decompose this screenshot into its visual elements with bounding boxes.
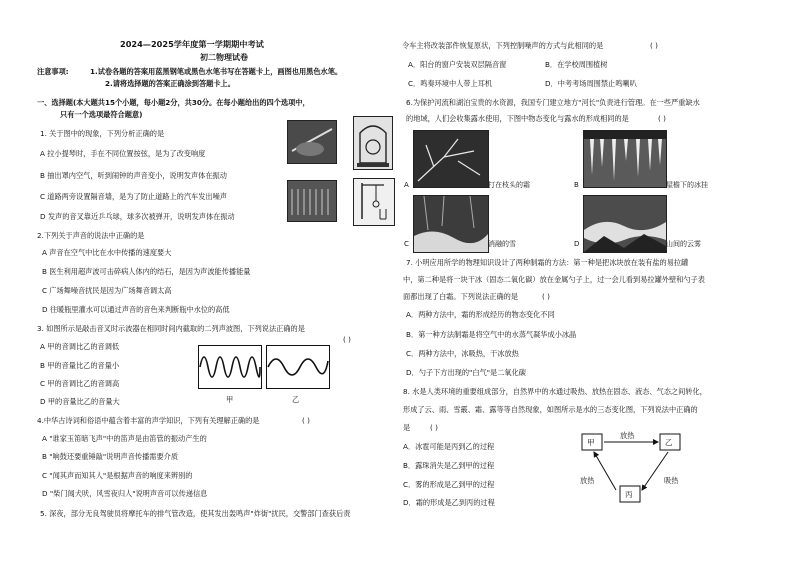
waveform-label-yi: 乙 [292,395,300,404]
notice-line-1: 1.试卷各题的答案用蓝黑钢笔或黑色水笔书写在答题卡上，画图也用黑色水笔。 [90,67,343,76]
waveform-label-jia: 甲 [226,395,234,404]
q6-caption-a: 打在枝头的霜 [488,181,530,189]
q6-stem-1: 6.为保护河流和湖泊宝贵的水资源，我国专门建立地方"河长"负责进行管理。在一些严重缺水 [406,98,700,107]
q2-option-d: D 往暖瓶里灌水可以通过声音的音色来判断瓶中水位的高低 [42,305,230,314]
q2-option-a: A 声音在空气中比在水中传播的速度要大 [42,248,172,257]
q7-answer-bracket: ( ) [542,292,550,301]
q7-option-a: A．两种方法中，霜的形成经历的物态变化不同 [406,310,555,319]
q5-answer-bracket: ( ) [650,41,658,50]
q7-stem-1: 7. 小明应用所学的物理知识设计了两种制霜的方法：第一种是把冰块放在装有盐的易拉罐 [406,258,689,267]
frost-branch-image [413,130,489,188]
q1-option-b: B 抽出罩内空气，听到闹钟的声音变小，说明发声体在振动 [40,171,227,180]
q4-option-b: B "响鼓还要重锤敲"说明声音传播需要介质 [42,452,179,461]
waveform-jia [198,345,262,389]
q8-answer-bracket: ( ) [430,423,438,432]
q8-stem-2: 形成了云、雨、雪霰、霜、露等等自然现象，如图所示是水的三态变化图，下列说法中正确的 [403,405,698,414]
q3-option-b: B 甲的音量比乙的音量小 [40,361,120,370]
q6-label-d: D [574,240,580,248]
q7-stem-3: 面都出现了白霜。下列说法正确的是 [403,292,519,301]
icicle-image [583,130,667,188]
q5-option-d: D．中考考场周围禁止鸣喇叭 [545,79,637,88]
section1-heading: 一、选择题(本大题共15个小题，每小题2分，共30分。在每小题给出的四个选项中， [37,98,310,107]
q6-caption-b: 屋檐下的冰挂 [666,181,708,189]
q5-option-b: B．在学校周围植树 [545,60,608,69]
q5-option-a: A．阳台的窗户安装双层隔音窗 [408,60,507,69]
bell-jar-image [353,116,393,170]
q4-option-a: A "谁家玉笛暗飞声"中的笛声是由笛管的振动产生的 [42,434,207,443]
q3-option-d: D 甲的音量比乙的音量大 [40,397,120,406]
q7-option-d: D．勺子下方出现的"白气"是二氧化碳 [406,368,526,377]
q3-stem: 3. 如图所示是敲击音叉时示波器在相同时间内截取的二列声波图，下列说法正确的是 [37,324,305,333]
q6-label-a: A [404,181,409,189]
arrow-label-left: 放热 [580,476,595,485]
q2-option-c: C 广场舞噪音扰民是因为广场舞音调太高 [42,286,172,295]
q4-answer-bracket: ( ) [302,416,310,425]
q5-continued: 令车主将改装部件恢复原状，下列控制噪声的方式与此相同的是 [402,41,604,50]
q7-stem-2: 中，第二种是将一块干冰（固态二氧化碳）放在金属勺子上，过一会儿看到易拉罐外壁和勺子表 [403,275,705,284]
q5-stem: 5. 深夜，部分无良驾驶员将摩托车的排气管改造，使其发出轰鸣声"炸街"扰民，交警部门查获后责 [40,509,351,518]
q2-option-b: B 医生利用超声波可击碎病人体内的结石，是因为声波能传播能量 [42,267,251,276]
q8-option-a: A．冰雹可能是丙到乙的过程 [403,442,495,451]
q3-option-a: A 甲的音调比乙的音调低 [40,342,120,351]
notice-label: 注意事项: [37,67,69,76]
q2-stem: 2.下列关于声音的说法中正确的是 [37,231,145,240]
q8-stem-1: 8. 水是人类环境的重要组成部分，自然界中的水通过吸热、放热在固态、液态、气态之间转化， [403,387,707,396]
cloud-fog-image [583,195,667,253]
arrow-label-right: 吸热 [664,476,679,485]
q3-option-c: C 甲的音调比乙的音调高 [40,379,120,388]
q1-stem: 1. 关于图中的现象，下列分析正确的是 [40,129,165,138]
q1-option-a: A 拉小提琴时，手在不同位置按弦，是为了改变响度 [40,149,206,158]
q6-caption-d: 山间的云雾 [666,240,701,248]
phase-node-jia: 甲 [587,438,595,447]
exam-title: 2024—2025学年度第一学期期中考试 [120,39,264,49]
phase-node-bing: 丙 [625,490,633,499]
exam-subtitle: 初二物理试卷 [200,53,248,62]
q6-caption-c: 消融的雪 [488,240,516,248]
q8-stem-3: 是 [403,423,411,432]
q6-answer-bracket: ( ) [658,114,666,123]
arrow-label-top: 放热 [620,431,635,440]
q8-option-b: B．露珠消失是乙到甲的过程 [403,461,495,470]
sound-wall-image [287,180,337,222]
waveform-yi [266,345,330,389]
q6-label-c: C [404,240,409,248]
violin-image [287,120,337,164]
q6-label-b: B [574,181,579,189]
q7-option-c: C．两种方法中，冰吸热，干冰放热 [406,349,519,358]
notice-line-2: 2.请将选择题的答案正确涂到答题卡上。 [105,79,235,88]
q1-option-d: D 发声的音叉靠近乒乓球，球多次被弹开，说明发声体在振动 [40,212,235,221]
q7-option-b: B．第一种方法制霜是将空气中的水蒸气凝华成小冰晶 [406,330,577,339]
phase-change-diagram [580,430,690,508]
phase-node-yi: 乙 [665,438,673,447]
q4-stem: 4.中华古诗词和俗语中蕴含着丰富的声学知识，下列有关理解正确的是 [37,416,260,425]
q8-option-c: C．雾的形成是乙到甲的过程 [403,480,495,489]
section1-heading-2: 只有一个选项最符合题意) [60,110,143,119]
q4-option-d: D "柴门闻犬吠，风雪夜归人"说明声音可以传递信息 [42,489,208,498]
tuning-fork-image [353,178,395,226]
q5-option-c: C．鸣奏环境中人带上耳机 [408,79,493,88]
q8-option-d: D．霜的形成是乙到丙的过程 [403,498,495,507]
q1-option-c: C 道路两旁设置隔音墙，是为了防止道路上的汽车发出噪声 [40,192,227,201]
melting-snow-image [413,195,489,253]
q3-answer-bracket: ( ) [343,335,351,344]
q4-option-c: C "闻其声而知其人"是根据声音的响度来辨别的 [42,471,193,480]
q6-stem-2: 的地域，人们会收集露水使用，下图中物态变化与露水的形成相同的是 [406,114,629,123]
